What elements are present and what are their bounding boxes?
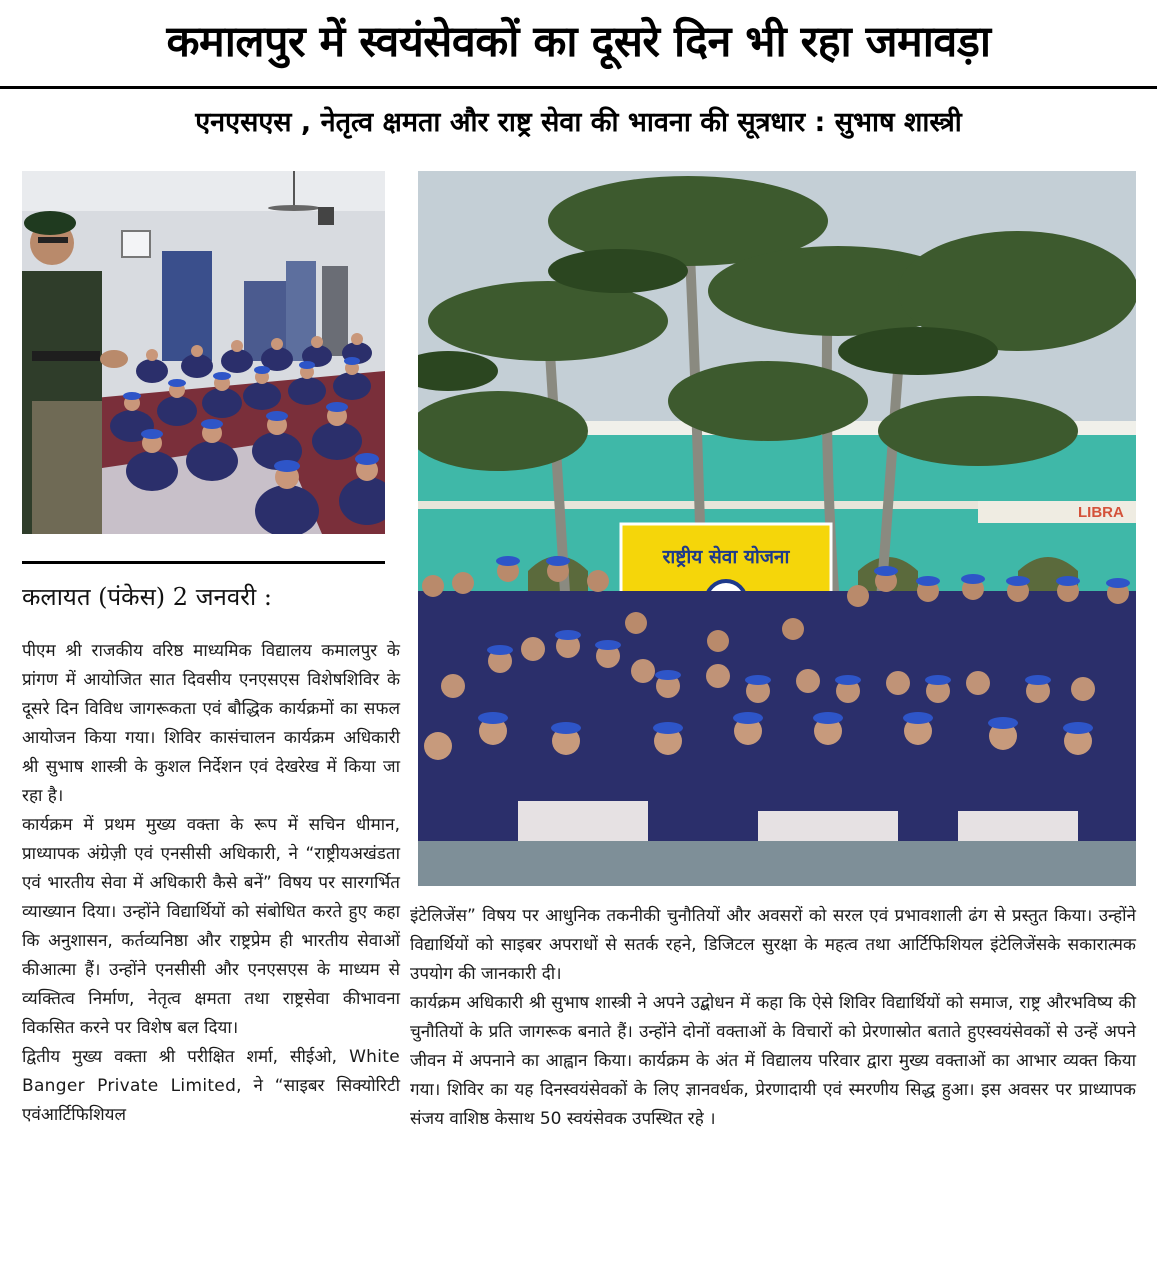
classroom-lecture-photo (22, 171, 385, 534)
article-paragraph-3-after-company: , ने “साइबर सिक्योरिटी एवंआर्टिफिशियल (22, 1076, 400, 1125)
dateline: कलायत (पंकेस) 2 जनवरी : (22, 583, 272, 611)
article-paragraph-3 (22, 1043, 400, 1130)
article-paragraph-2: कार्यक्रम में प्रथम मुख्य वक्ता के रूप में सचिन धीमान, प्राध्यापक अंग्रेज़ी एवं एनसीसी अधिकारी, ने “राष्ट्रीयअखंडता एवं भारतीय सेवा में अधिकारी कैसे बनें” विषय पर सारगर्भित व्याख्यान दिया। उन्होंने विद्यार्थियों को संबोधित करते हुए कहा कि अनुशासन, कर्तव्यनिष्ठा और राष्ट्रप्रेम ही भारतीय सेवाओं कीआत्मा हैं। उन्होंने एनसीसी और एनएसएस के माध्यम से व्यक्तित्व निर्माण, नेतृत्व क्षमता तथा राष्ट्रसेवा कीभावना विकसित करने पर विशेष बल दिया। (22, 815, 400, 1038)
headline-divider (0, 86, 1157, 89)
nss-group-photo (418, 171, 1136, 886)
article-paragraph-3-continued: इंटेलिजेंस” विषय पर आधुनिक तकनीकी चुनौतियों और अवसरों को सरल एवं प्रभावशाली ढंग से प्रस्तुत किया। उन्होंने विद्यार्थियों को साइबर अपराधों से सतर्क रहने, डिजिटल सुरक्षा के महत्व तथा आर्टिफिशियल इंटेलिजेंसके सकारात्मक उपयोग की जानकारी दी। (410, 906, 1136, 984)
column-divider (22, 561, 385, 564)
article-paragraph-3-start: द्वितीय मुख्य वक्ता श्री परीक्षित शर्मा, सीईओ, (22, 1047, 338, 1067)
building-sign-text: LIBRA (1078, 504, 1124, 521)
article-paragraph-4: कार्यक्रम अधिकारी श्री सुभाष शास्त्री ने अपने उद्बोधन में कहा कि ऐसे शिविर विद्यार्थियों को समाज, राष्ट्र औरभविष्य की चुनौतियों के प्रति जागरूक बनाते हैं। उन्होंने दोनों वक्ताओं के विचारों को प्रेरणास्रोत बताते हुएस्वयंसेवकों से उन्हें अपने जीवन में अपनाने का आह्वान किया। कार्यक्रम के अंत में विद्यालय परिवार द्वारा मुख्य वक्ताओं का आभार व्यक्त किया गया। शिविर का यह दिनस्वयंसेवकों के लिए ज्ञानवर्धक, प्रेरणादायी एवं स्मरणीय सिद्ध हुआ। इस अवसर पर प्राध्यापक संजय वाशिष्ठ केसाथ 50 स्वयंसेवक उपस्थित रहे । (410, 993, 1136, 1129)
article-paragraph-1: पीएम श्री राजकीय वरिष्ठ माध्यमिक विद्यालय कमालपुर के प्रांगण में आयोजित सात दिवसीय एनएसएस विशेषशिविर के दूसरे दिन विविध जागरूकता एवं बौद्धिक कार्यक्रमों का सफल आयोजन किया गया। शिविर कासंचालन कार्यक्रम अधिकारी श्री सुभाष शास्त्री के कुशल निर्देशन एवं देखरेख में किया जा रहा है। (22, 641, 400, 806)
banner-title: राष्ट्रीय सेवा योजना (662, 546, 790, 568)
company-name: White Banger Private Limited (22, 1047, 400, 1096)
subheadline: एनएसएस , नेतृत्व क्षमता और राष्ट्र सेवा की भावना की सूत्रधार : सुभाष शास्त्री (195, 107, 962, 138)
article-column-right (410, 902, 1136, 1134)
article-column-left (22, 637, 400, 1130)
headline: कमालपुर में स्वयंसेवकों का दूसरे दिन भी रहा जमावड़ा (166, 17, 991, 67)
